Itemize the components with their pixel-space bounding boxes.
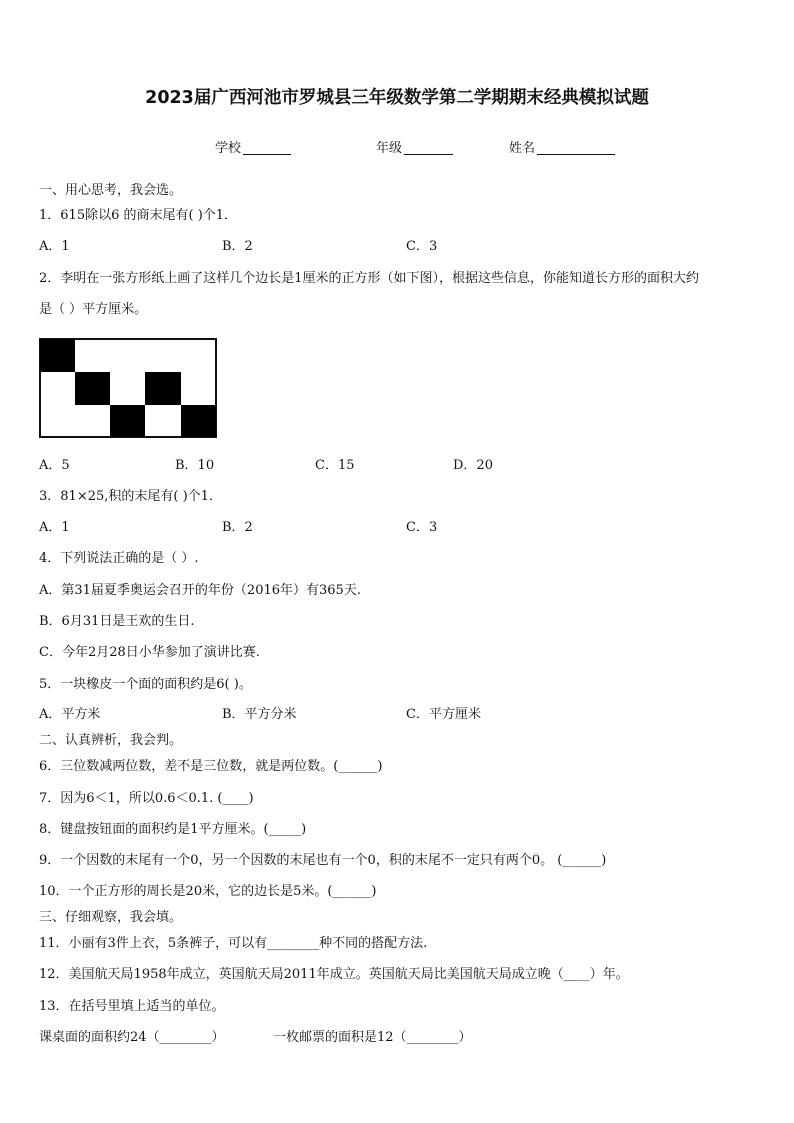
question-5: 5．一块橡皮一个面的面积约是6( )。	[39, 677, 252, 692]
option-a: A．5	[39, 458, 70, 473]
question-6: 6．三位数减两位数，差不是三位数，就是两位数。(______)	[39, 759, 383, 774]
option-b: B．平方分米	[222, 707, 297, 722]
option-a: A．1	[39, 239, 70, 254]
black-square	[110, 405, 145, 437]
option-c: C．15	[315, 458, 355, 473]
black-square	[40, 339, 75, 372]
question-7: 7．因为6＜1，所以0.6＜0.1. (____)	[39, 791, 254, 806]
school-label: 学校	[215, 141, 242, 156]
question-1: 1．615除以6 的商末尾有( )个1．	[39, 208, 238, 223]
option-a: A．1	[39, 520, 70, 535]
question-4-option-b: B．6月31日是王欢的生日.	[39, 614, 195, 629]
question-4-option-a: A．第31届夏季奥运会召开的年份（2016年）有365天.	[39, 583, 361, 598]
section-heading-judge: 二、认真辨析，我会判。	[39, 733, 183, 748]
black-square	[181, 405, 216, 437]
section-heading-choice: 一、用心思考，我会选。	[39, 183, 183, 198]
black-square	[75, 372, 110, 405]
page-title: 2023届广西河池市罗城县三年级数学第二学期期末经典模拟试题	[145, 88, 649, 108]
question-13: 13．在括号里填上适当的单位。	[39, 999, 225, 1014]
question-11: 11．小丽有3件上衣，5条裤子，可以有________种不同的搭配方法.	[39, 936, 428, 951]
grade-label: 年级	[376, 141, 403, 156]
name-field[interactable]	[537, 142, 615, 155]
option-b: B．2	[222, 239, 253, 254]
fill-item-desk: 课桌面的面积约24（________）	[39, 1030, 225, 1045]
school-field[interactable]	[243, 142, 291, 155]
rectangle-figure	[39, 338, 217, 438]
question-12: 12．美国航天局1958年成立，英国航天局2011年成立。英国航天局比美国航天局成立晚（____）年。	[39, 967, 629, 982]
fill-item-stamp: 一枚邮票的面积是12（________）	[273, 1030, 472, 1045]
question-2-continued: 是（ ）平方厘米。	[39, 302, 148, 317]
rectangle-svg	[39, 338, 217, 438]
question-4-option-c: C．今年2月28日小华参加了演讲比赛.	[39, 645, 260, 660]
option-c: C．3	[406, 239, 438, 254]
name-label: 姓名	[509, 141, 536, 156]
option-c: C．平方厘米	[406, 707, 481, 722]
question-9: 9．一个因数的末尾有一个0，另一个因数的末尾也有一个0，积的末尾不一定只有两个0。 (______)	[39, 853, 607, 868]
question-10: 10．一个正方形的周长是20米，它的边长是5米。(______)	[39, 884, 377, 899]
question-8: 8．键盘按钮面的面积约是1平方厘米。(_____)	[39, 822, 307, 837]
section-heading-fill: 三、仔细观察，我会填。	[39, 910, 183, 925]
question-4: 4．下列说法正确的是（ ）.	[39, 551, 199, 566]
question-2: 2．李明在一张方形纸上画了这样几个边长是1厘米的正方形（如下图），根据这些信息，你能知道长方形的面积大约	[39, 271, 700, 286]
option-a: A．平方米	[39, 707, 101, 722]
option-c: C．3	[406, 520, 438, 535]
question-3: 3．81×25,积的末尾有( )个1．	[39, 489, 222, 504]
option-b: B．2	[222, 520, 253, 535]
option-d: D．20	[453, 458, 493, 473]
black-square	[145, 372, 181, 405]
option-b: B．10	[175, 458, 215, 473]
grade-field[interactable]	[404, 142, 453, 155]
